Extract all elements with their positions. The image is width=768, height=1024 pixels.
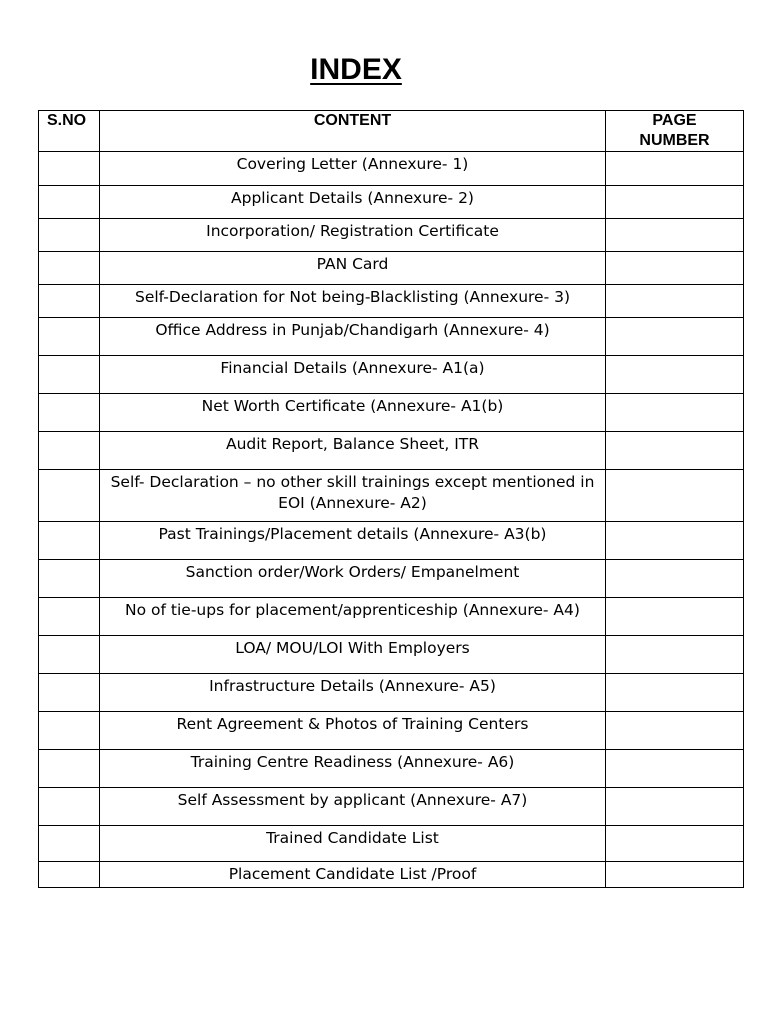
row-content-cell: Covering Letter (Annexure- 1) [100, 152, 606, 186]
table-row [39, 186, 744, 219]
table-header [39, 111, 744, 152]
table-row [39, 560, 744, 598]
row-page-number-cell [606, 219, 744, 252]
row-content-cell: Infrastructure Details (Annexure- A5) [100, 674, 606, 712]
row-content-cell: Training Centre Readiness (Annexure- A6) [100, 750, 606, 788]
row-sno-cell [39, 186, 100, 219]
table-row [39, 788, 744, 826]
row-page-number-cell [606, 285, 744, 318]
row-content-cell: No of tie-ups for placement/apprenticeship (Annexure- A4) [100, 598, 606, 636]
table-row [39, 152, 744, 186]
row-sno-cell [39, 285, 100, 318]
row-content-cell: Financial Details (Annexure- A1(a) [100, 356, 606, 394]
row-sno-cell [39, 750, 100, 788]
row-page-number-cell [606, 712, 744, 750]
row-page-number-cell [606, 560, 744, 598]
table-body [39, 152, 744, 888]
page-title [0, 50, 712, 90]
header-row [39, 111, 744, 152]
table-row [39, 674, 744, 712]
row-sno-cell [39, 470, 100, 522]
table-row [39, 636, 744, 674]
table-row [39, 318, 744, 356]
table-row [39, 598, 744, 636]
row-sno-cell [39, 252, 100, 285]
row-sno-cell [39, 636, 100, 674]
table-row [39, 252, 744, 285]
row-content-cell: Self-Declaration for Not being-Blacklisting (Annexure- 3) [100, 285, 606, 318]
table-row [39, 356, 744, 394]
row-sno-cell [39, 152, 100, 186]
table-row [39, 470, 744, 522]
row-content-cell: LOA/ MOU/LOI With Employers [100, 636, 606, 674]
row-sno-cell [39, 560, 100, 598]
row-content-cell: Applicant Details (Annexure- 2) [100, 186, 606, 219]
row-sno-cell [39, 394, 100, 432]
row-page-number-cell [606, 862, 744, 888]
row-page-number-cell [606, 356, 744, 394]
row-content-cell: Net Worth Certificate (Annexure- A1(b) [100, 394, 606, 432]
row-content-cell: Past Trainings/Placement details (Annexure- A3(b) [100, 522, 606, 560]
row-sno-cell [39, 598, 100, 636]
row-sno-cell [39, 788, 100, 826]
table-row [39, 432, 744, 470]
row-sno-cell [39, 432, 100, 470]
row-sno-cell [39, 862, 100, 888]
row-page-number-cell [606, 636, 744, 674]
row-content-cell: Office Address in Punjab/Chandigarh (Annexure- 4) [100, 318, 606, 356]
table-row [39, 522, 744, 560]
row-sno-cell [39, 674, 100, 712]
row-content-cell: PAN Card [100, 252, 606, 285]
row-sno-cell [39, 219, 100, 252]
row-page-number-cell [606, 788, 744, 826]
row-page-number-cell [606, 432, 744, 470]
table-row [39, 285, 744, 318]
table-row [39, 750, 744, 788]
row-page-number-cell [606, 674, 744, 712]
row-content-cell: Placement Candidate List /Proof [100, 862, 606, 888]
header-content: CONTENT [100, 111, 606, 152]
header-page-number: PAGE NUMBER [606, 111, 744, 152]
row-content-cell: Self Assessment by applicant (Annexure- A7) [100, 788, 606, 826]
row-sno-cell [39, 826, 100, 862]
row-page-number-cell [606, 750, 744, 788]
table-row [39, 219, 744, 252]
row-page-number-cell [606, 152, 744, 186]
table-row [39, 394, 744, 432]
row-page-number-cell [606, 826, 744, 862]
row-sno-cell [39, 318, 100, 356]
row-page-number-cell [606, 470, 744, 522]
row-content-cell: Audit Report, Balance Sheet, ITR [100, 432, 606, 470]
row-sno-cell [39, 522, 100, 560]
row-content-cell: Sanction order/Work Orders/ Empanelment [100, 560, 606, 598]
row-page-number-cell [606, 394, 744, 432]
table-row [39, 712, 744, 750]
row-page-number-cell [606, 186, 744, 219]
table-row [39, 826, 744, 862]
row-page-number-cell [606, 598, 744, 636]
table-row [39, 862, 744, 888]
row-page-number-cell [606, 522, 744, 560]
header-sno: S.NO [39, 111, 100, 152]
row-sno-cell [39, 356, 100, 394]
row-content-cell: Incorporation/ Registration Certificate [100, 219, 606, 252]
row-sno-cell [39, 712, 100, 750]
row-content-cell: Rent Agreement & Photos of Training Centers [100, 712, 606, 750]
row-page-number-cell [606, 252, 744, 285]
row-page-number-cell [606, 318, 744, 356]
index-table [38, 110, 744, 888]
row-content-cell: Trained Candidate List [100, 826, 606, 862]
page-title-text: INDEX [310, 53, 402, 86]
row-content-cell: Self- Declaration – no other skill trainings except mentioned in EOI (Annexure- A2) [100, 470, 606, 522]
